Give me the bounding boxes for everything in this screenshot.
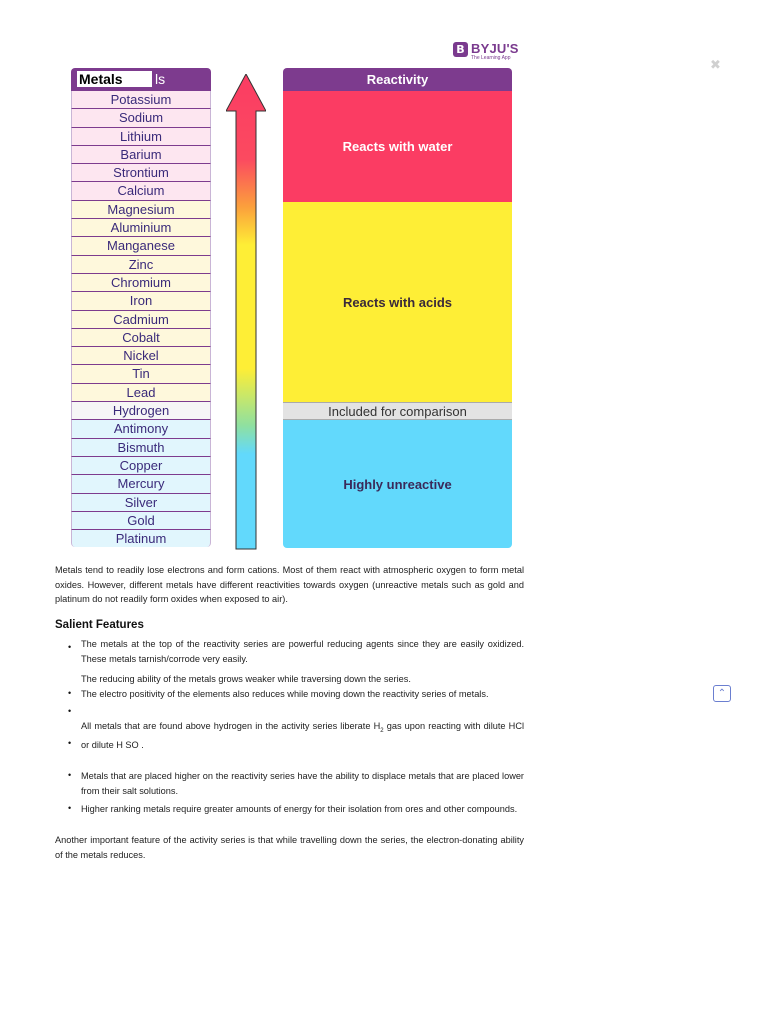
logo-tagline: The Learning App: [471, 55, 511, 61]
zone-included-for-comparison: Included for comparison: [283, 402, 512, 420]
byjus-logo: [453, 42, 519, 61]
bullet-2: The electro positivity of the elements also reduces while moving down the reactivity series of metals.: [81, 689, 489, 699]
metal-row: Strontium: [71, 164, 211, 182]
closing-paragraph: Another important feature of the activity series is that while travelling down the series, the electron-donating ability of the metals reduces.: [55, 835, 524, 860]
metal-row: Gold: [71, 512, 211, 530]
section-heading: Salient Features: [55, 619, 144, 631]
reactivity-header: Reactivity: [283, 68, 512, 91]
bullet-3: [81, 719, 524, 753]
metal-row: Antimony: [71, 420, 211, 438]
bullet-3-sub: 2: [380, 727, 384, 734]
metal-row: Copper: [71, 457, 211, 475]
bullet-3-text-a: All metals that are found above hydrogen in the activity series liberate H: [81, 721, 381, 731]
metal-row: Bismuth: [71, 439, 211, 457]
metal-row: Aluminium: [71, 219, 211, 237]
metals-table: [71, 68, 211, 547]
metal-row: Platinum: [71, 530, 211, 547]
metal-row: Sodium: [71, 109, 211, 127]
zone-reacts-with-water: Reacts with water: [283, 91, 512, 202]
logo-mark: B: [453, 42, 468, 57]
metal-row: Cobalt: [71, 329, 211, 347]
metal-row: Barium: [71, 146, 211, 164]
metal-row: Chromium: [71, 274, 211, 292]
metal-row: Lithium: [71, 128, 211, 146]
bullet-dot: •: [68, 706, 72, 716]
metal-row: Nickel: [71, 347, 211, 365]
metal-row: Iron: [71, 292, 211, 310]
metal-row: Potassium: [71, 91, 211, 109]
bullet-3-text-b: gas upon reacting with dilute HCl or dilute H SO .: [81, 721, 524, 751]
metal-row: Manganese: [71, 237, 211, 255]
zone-reacts-with-acids: Reacts with acids: [283, 202, 512, 402]
metal-row: Mercury: [71, 475, 211, 493]
logo-name: BYJU'S: [471, 41, 519, 56]
bullet-1: The metals at the top of the reactivity series are powerful reducing agents since they are easily oxidized. These metals tarnish/corrode very easily.: [81, 639, 524, 664]
bullet-dot: •: [68, 770, 72, 780]
metals-header-label: Metals: [77, 71, 152, 87]
bullet-dot: •: [68, 738, 72, 748]
metal-row: Silver: [71, 494, 211, 512]
bullet-dot: •: [68, 688, 72, 698]
metal-row: Magnesium: [71, 201, 211, 219]
bullet-5: Higher ranking metals require greater amounts of energy for their isolation from ores and other compounds.: [81, 804, 518, 814]
metals-header-tail: ls: [155, 71, 166, 87]
bullet-4: Metals that are placed higher on the reactivity series have the ability to displace metals that are placed lower from their salt solutions.: [81, 771, 524, 796]
reactivity-column: [283, 68, 512, 548]
bullet-1-extra: The reducing ability of the metals grows weaker while traversing down the series.: [81, 674, 411, 684]
zone-highly-unreactive: Highly unreactive: [283, 420, 512, 548]
bullet-dot: •: [68, 642, 72, 652]
metal-row: Cadmium: [71, 311, 211, 329]
reactivity-arrow-icon: [226, 74, 266, 550]
scroll-top-icon[interactable]: ⌃: [713, 685, 731, 702]
metal-row: Lead: [71, 384, 211, 402]
close-icon[interactable]: ✖: [710, 58, 721, 73]
metal-row: Zinc: [71, 256, 211, 274]
intro-paragraph: Metals tend to readily lose electrons and form cations. Most of them react with atmospheric oxygen to form metal oxides. However, different metals have different reactivities towards oxygen (unreactive metals such as gold and platinum do not readily form oxides when exposed to air).: [55, 565, 524, 605]
metal-row: Tin: [71, 365, 211, 383]
metal-row: Calcium: [71, 182, 211, 200]
metal-row: Hydrogen: [71, 402, 211, 420]
metals-header: [71, 68, 211, 91]
bullet-dot: •: [68, 803, 72, 813]
